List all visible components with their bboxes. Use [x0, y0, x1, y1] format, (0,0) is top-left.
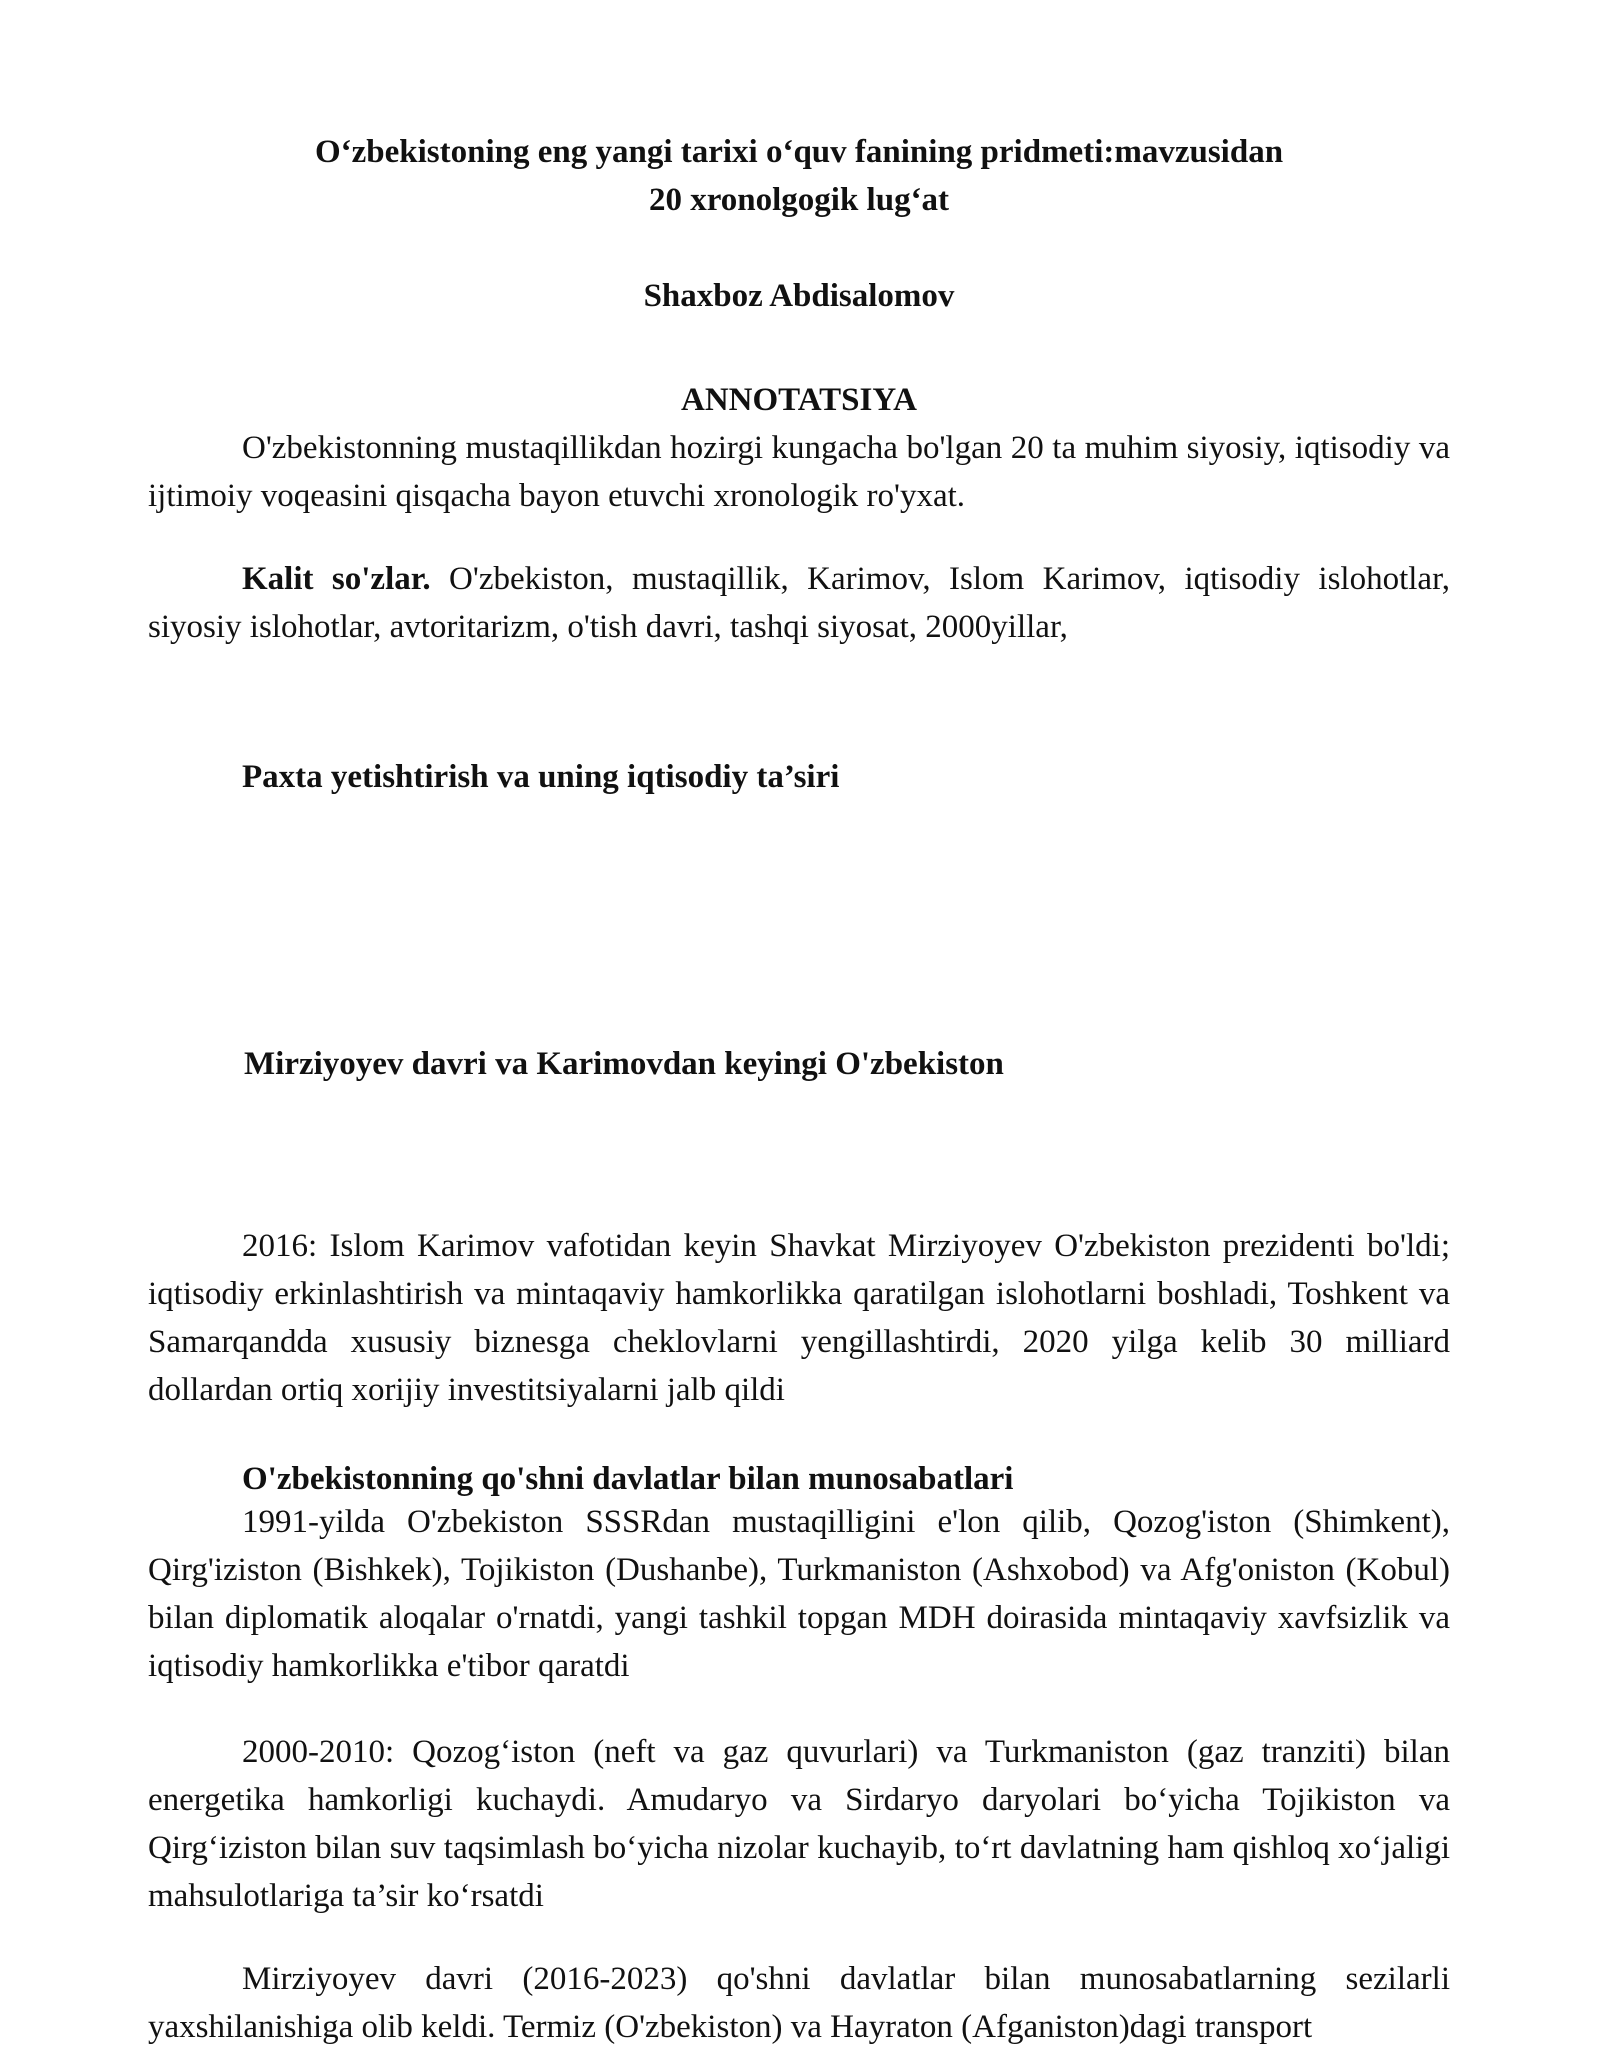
- author-name: Shaxboz Abdisalomov: [643, 278, 955, 314]
- heading-mirziyoyev: Mirziyoyev davri va Karimovdan keyingi O'zbekiston: [244, 1046, 1004, 1082]
- keywords-paragraph: [148, 555, 1450, 651]
- paragraph-2016: 2016: Islom Karimov vafotidan keyin Shavkat Mirziyoyev O'zbekiston prezidenti bo'ldi; iqtisodiy erkinlashtirish va mintaqaviy hamkorlikka qaratilgan islohotlarni boshladi, Toshkent va Samarqandda xususiy biznesga cheklovlarni yengillashtirdi, 2020 yilga kelib 30 milliard dollardan ortiq xorijiy investitsiyalarni jalb qildi: [148, 1228, 1450, 1408]
- annotation-text: O'zbekistonning mustaqillikdan hozirgi kungacha bo'lgan 20 ta muhim siyosiy, iqtisodiy va ijtimoiy voqeasini qisqacha bayon etuvchi xronologik ro'yxat.: [148, 430, 1450, 514]
- heading-neighbors: O'zbekistonning qo'shni davlatlar bilan munosabatlari: [242, 1461, 1014, 1497]
- paragraph-mirziyoyev-era: Mirziyoyev davri (2016-2023) qo'shni davlatlar bilan munosabatlarning sezilarli yaxshilanishiga olib keldi. Termiz (O'zbekiston) va Hayraton (Afganiston)dagi transport: [148, 1961, 1450, 2045]
- keywords-label: Kalit so'zlar.: [242, 561, 431, 597]
- paragraph-2000-2010: 2000-2010: Qozog‘iston (neft va gaz quvurlari) va Turkmaniston (gaz tranziti) bilan energetika hamkorligi kuchaydi. Amudaryo va Sirdaryo daryolari bo‘yicha Tojikiston va Qirg‘iziston bilan suv taqsimlash bo‘yicha nizolar kuchayib, to‘rt davlatning ham qishloq xo‘jaligi mahsulotlariga ta’sir ko‘rsatdi: [148, 1734, 1450, 1914]
- paragraph-1991: 1991-yilda O'zbekiston SSSRdan mustaqilligini e'lon qilib, Qozog'iston (Shimkent), Qirg'iziston (Bishkek), Tojikiston (Dushanbe), Turkmaniston (Ashxobod) va Afg'oniston (Kobul) bilan diplomatik aloqalar o'rnatdi, yangi tashkil topgan MDH doirasida mintaqaviy xavfsizlik va iqtisodiy hamkorlikka e'tibor qaratdi: [148, 1504, 1450, 1684]
- annotation-heading: ANNOTATSIYA: [681, 382, 917, 418]
- keywords-text: O'zbekiston, mustaqillik, Karimov, Islom Karimov, iqtisodiy islohotlar, siyosiy islohotlar, avtoritarizm, o'tish davri, tashqi siyosat, 2000yillar,: [148, 561, 1450, 645]
- heading-cotton: Paxta yetishtirish va uning iqtisodiy ta’siri: [242, 759, 840, 795]
- document-page: [148, 0, 1450, 2070]
- document-title: O‘zbekistoning eng yangi tarixi o‘quv fanining pridmeti:mavzusidan 20 xronolgogik lug‘at: [314, 134, 1284, 218]
